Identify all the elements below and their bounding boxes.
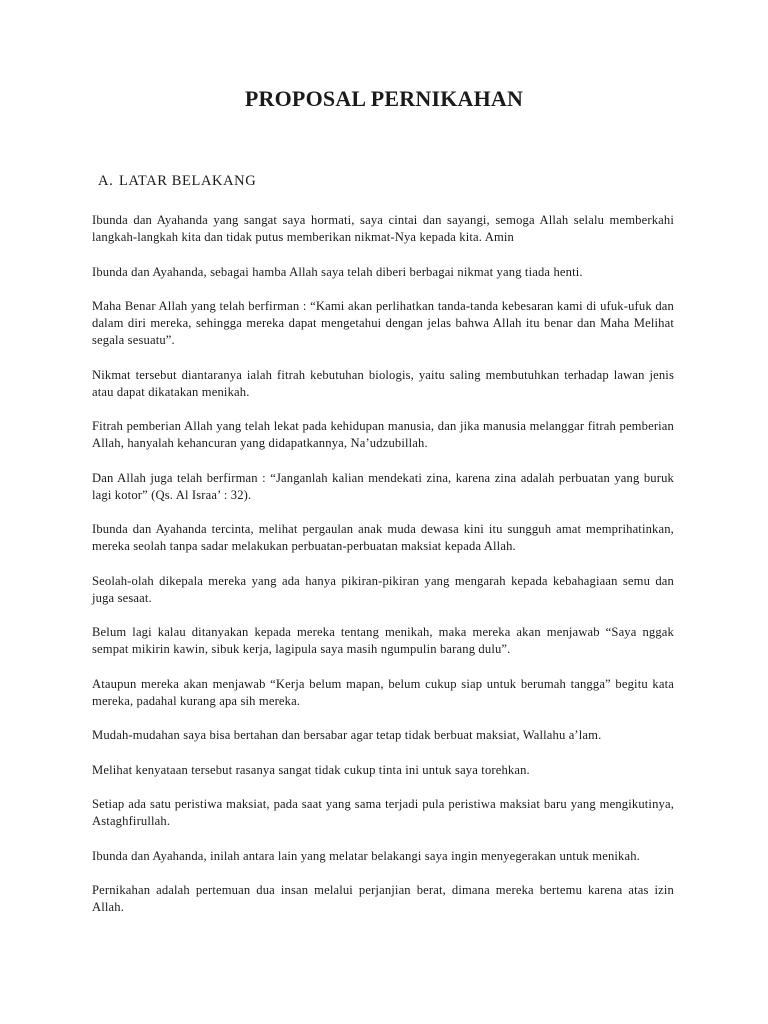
- paragraph: Mudah-mudahan saya bisa bertahan dan bersabar agar tetap tidak berbuat maksiat, Wallahu a’lam.: [92, 728, 602, 742]
- paragraph: Seolah-olah dikepala mereka yang ada hanya pikiran-pikiran yang mengarah kepada kebahagiaan semu dan juga sesaat.: [92, 573, 674, 605]
- paragraph: Setiap ada satu peristiwa maksiat, pada saat yang sama terjadi pula peristiwa maksiat baru yang mengikutinya, Astaghfirullah.: [92, 797, 674, 828]
- paragraph: Pernikahan adalah pertemuan dua insan melalui perjanjian berat, dimana mereka bertemu karena atas izin Allah.: [92, 883, 674, 914]
- paragraph: Dan Allah juga telah berfirman : “Janganlah kalian mendekati zina, karena zina adalah perbuatan yang buruk lagi kotor” (Qs. Al Israa’ : 32).: [92, 470, 674, 502]
- paragraph: Ibunda dan Ayahanda tercinta, melihat pergaulan anak muda dewasa kini itu sungguh amat memprihatinkan, mereka seolah tanpa sadar melakukan perbuatan-perbuatan maksiat kepada Allah.: [92, 522, 674, 553]
- paragraph: Maha Benar Allah yang telah berfirman : “Kami akan perlihatkan tanda-tanda kebesaran kami di ufuk-ufuk dan dalam diri mereka, sehingga mereka dapat mengetahui dengan jelas bahwa Allah itu benar dan Maha Melihat segala sesuatu”.: [92, 299, 674, 347]
- section-heading-text: LATAR BELAKANG: [119, 173, 257, 189]
- paragraph: Belum lagi kalau ditanyakan kepada mereka tentang menikah, maka mereka akan menjawab “Saya nggak sempat mikirin kawin, sibuk kerja, lagipula saya masih ngumpulin barang dulu”.: [92, 625, 674, 656]
- paragraph: Ibunda dan Ayahanda, inilah antara lain yang melatar belakangi saya ingin menyegerakan untuk menikah.: [92, 848, 640, 863]
- paragraph: Ataupun mereka akan menjawab “Kerja belum mapan, belum cukup siap untuk berumah tangga” begitu kata mereka, padahal kurang apa sih mereka.: [92, 676, 674, 708]
- section-number: A.: [98, 173, 114, 189]
- paragraph: Nikmat tersebut diantaranya ialah fitrah kebutuhan biologis, yaitu saling membutuhkan terhadap lawan jenis atau dapat dikatakan menikah.: [92, 367, 674, 399]
- paragraph: Ibunda dan Ayahanda yang sangat saya hormati, saya cintai dan sayangi, semoga Allah selalu memberkahi langkah-langkah kita dan tidak putus memberikan nikmat-Nya kepada kita. Amin: [92, 213, 674, 244]
- paragraph: Melihat kenyataan tersebut rasanya sangat tidak cukup tinta ini untuk saya torehkan.: [92, 762, 530, 777]
- document-title: PROPOSAL PERNIKAHAN: [244, 86, 524, 111]
- document-body: [92, 212, 674, 934]
- paragraph: Fitrah pemberian Allah yang telah lekat pada kehidupan manusia, dan jika manusia melanggar fitrah pemberian Allah, hanyalah kehancuran yang didapatkannya, Na’udzubillah.: [92, 419, 674, 450]
- paragraph: Ibunda dan Ayahanda, sebagai hamba Allah saya telah diberi berbagai nikmat yang tiada henti.: [92, 264, 583, 279]
- section-heading: [98, 173, 256, 190]
